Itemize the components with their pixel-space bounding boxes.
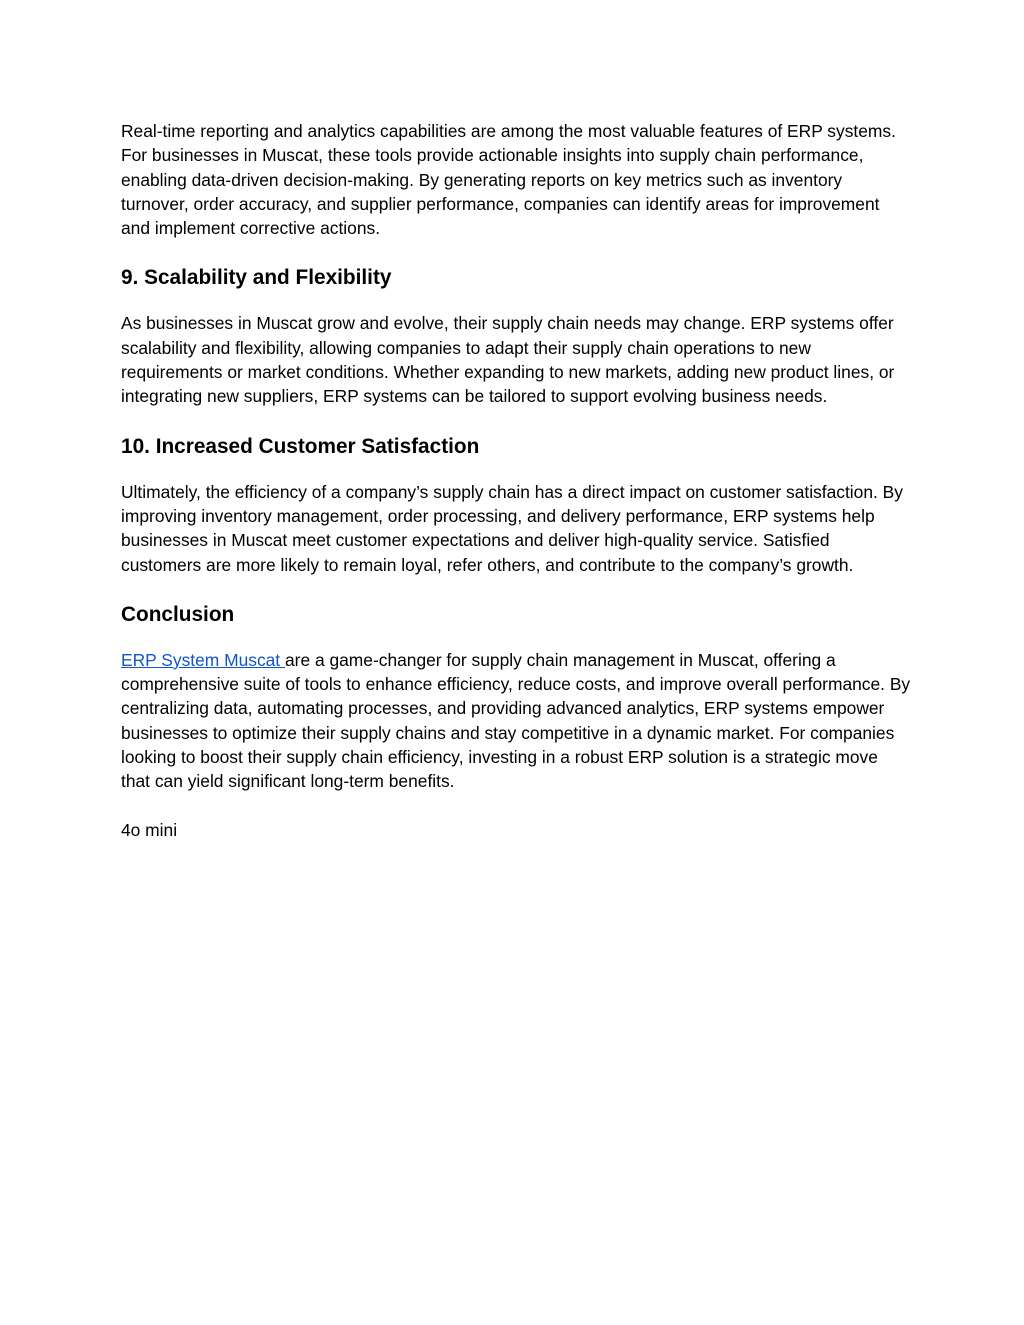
conclusion-heading: Conclusion: [121, 602, 235, 626]
erp-system-muscat-link[interactable]: ERP System Muscat: [121, 649, 285, 670]
footer-note: 4o mini: [121, 819, 178, 840]
intro-paragraph: Real-time reporting and analytics capabilities are among the most valuable features of ERP systems. For businesses in Muscat, these tools provide actionable insights into supply chain performance, enabling data-driven decision-making. By generating reports on key metrics such as inventory turnover, order accuracy, and supplier performance, companies can identify areas for improvement and implement corrective actions.: [121, 121, 896, 239]
document-page: [121, 119, 911, 842]
section-body-customer-satisfaction: Ultimately, the efficiency of a company’s supply chain has a direct impact on customer satisfaction. By improving inventory management, order processing, and delivery performance, ERP systems help businesses in Muscat meet customer expectations and deliver high-quality service. Satisfied customers are more likely to remain loyal, refer others, and contribute to the company’s growth.: [121, 481, 903, 575]
section-heading-customer-satisfaction: 10. Increased Customer Satisfaction: [121, 434, 480, 458]
section-heading-scalability: 9. Scalability and Flexibility: [121, 266, 392, 290]
section-body-scalability: As businesses in Muscat grow and evolve, their supply chain needs may change. ERP systems offer scalability and flexibility, allowing companies to adapt their supply chain operations to new requirements or market conditions. Whether expanding to new markets, adding new product lines, or integrating new suppliers, ERP systems can be tailored to support evolving business needs.: [121, 313, 895, 407]
conclusion-paragraph: [121, 648, 911, 794]
conclusion-body-text: are a game-changer for supply chain management in Muscat, offering a comprehensive suite of tools to enhance efficiency, reduce costs, and improve overall performance. By centralizing data, automating processes, and providing advanced analytics, ERP systems empower businesses to optimize their supply chains and stay competitive in a dynamic market. For companies looking to boost their supply chain efficiency, investing in a robust ERP solution is a strategic move that can yield significant long-term benefits.: [121, 649, 911, 792]
